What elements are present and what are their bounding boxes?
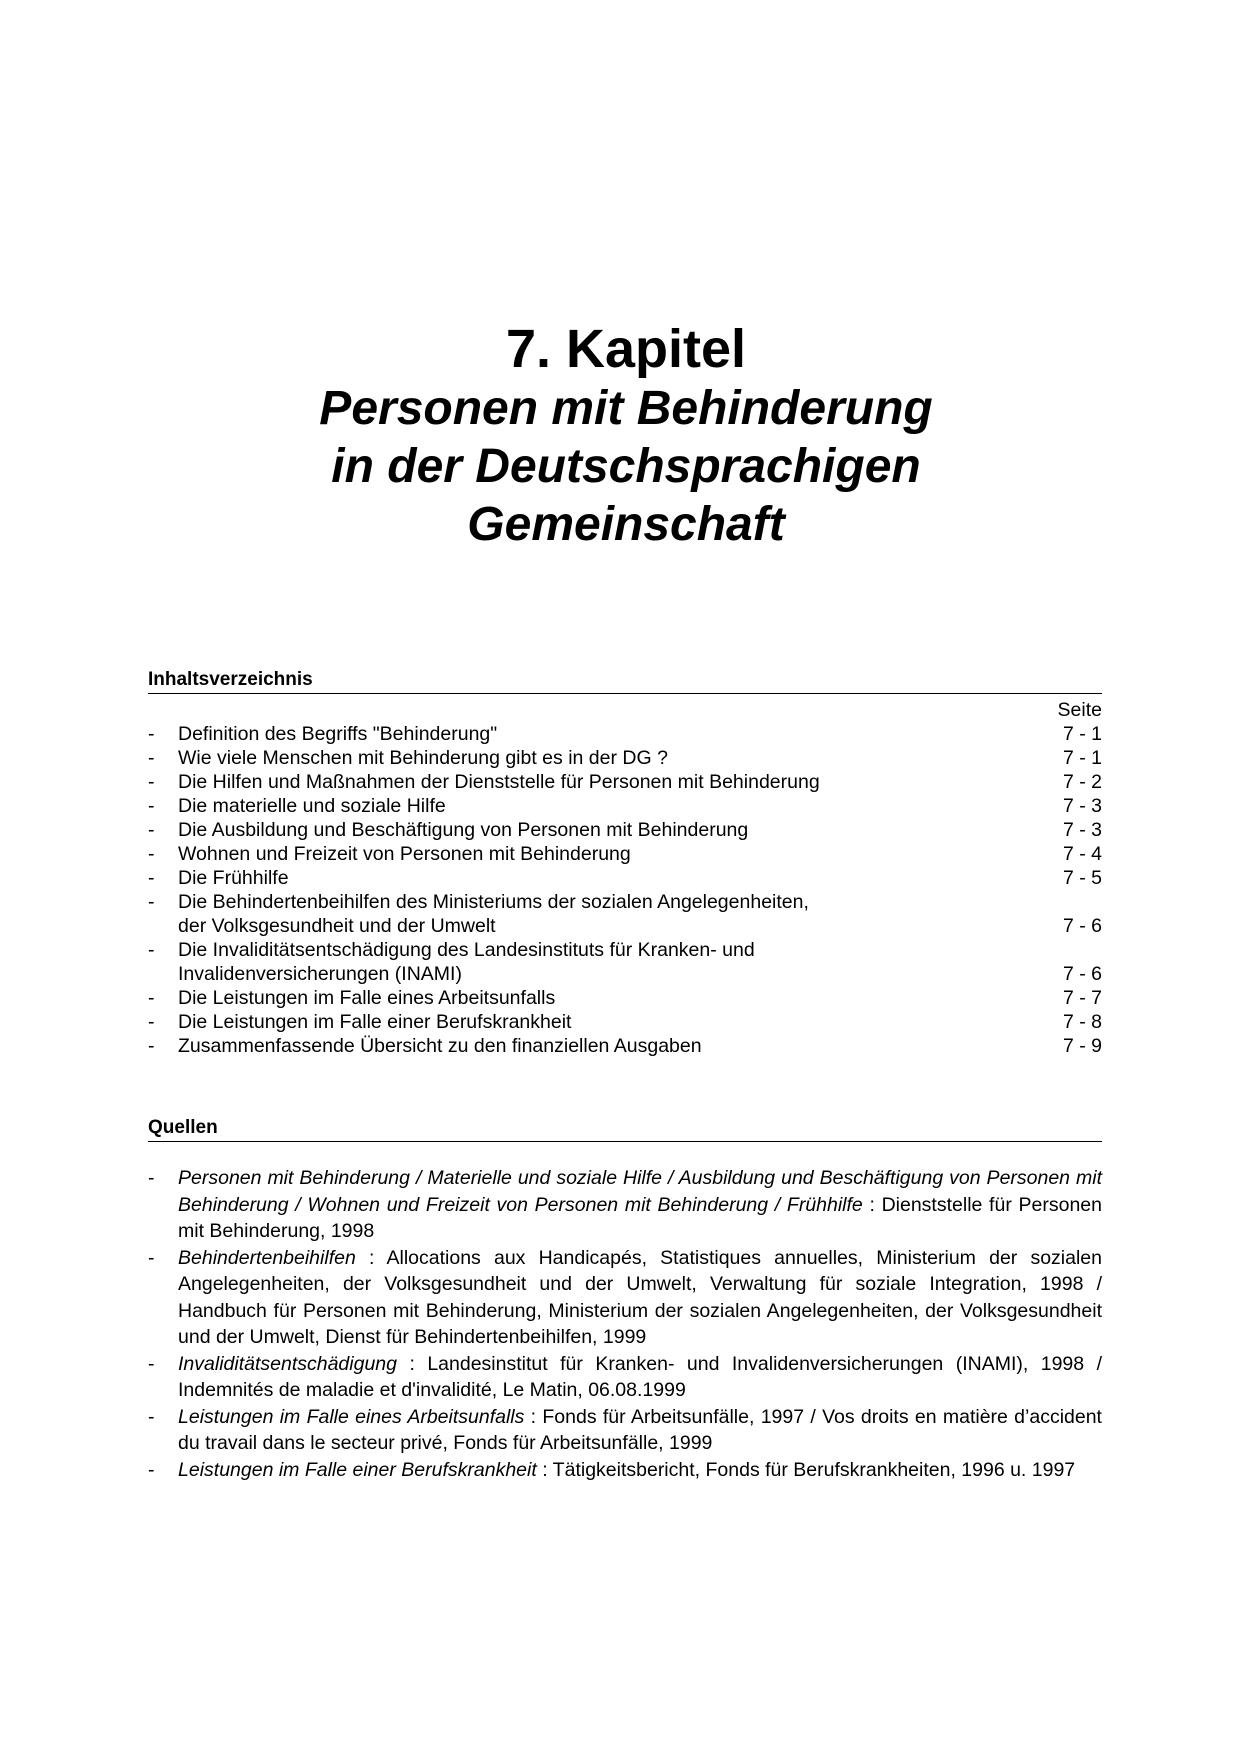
- toc-item: [148, 1010, 1102, 1034]
- toc-item-line: Definition des Begriffs "Behinderung": [178, 723, 498, 745]
- toc-item-text: [178, 1034, 1022, 1058]
- source-details: : Tätigkeitsbericht, Fonds für Berufskrankheiten, 1996 u. 1997: [536, 1458, 1076, 1481]
- toc-item-page: 7 - 7: [1062, 987, 1102, 1009]
- toc-item-text: [178, 866, 1022, 890]
- list-dash: -: [148, 795, 155, 817]
- toc-item-text: [178, 770, 1022, 794]
- source-details: : Landesinstitut für Kranken- und Invalidenversicherungen (INAMI), 1998 / Indemnités de maladie et d'invalidité, Le Matin, 06.08.1999: [178, 1352, 1102, 1401]
- list-dash: -: [148, 1167, 155, 1189]
- source-title: Leistungen im Falle einer Berufskrankheit: [178, 1458, 537, 1481]
- toc-item-line: Zusammenfassende Übersicht zu den finanziellen Ausgaben: [178, 1035, 702, 1057]
- toc-item: [148, 818, 1102, 842]
- list-dash: -: [148, 1011, 155, 1033]
- source-item: [148, 1351, 1102, 1404]
- source-text: [178, 1351, 1102, 1404]
- sources-heading: Quellen: [148, 1117, 1102, 1142]
- toc-item: [148, 890, 1102, 938]
- list-dash: -: [148, 1352, 155, 1375]
- list-dash: -: [148, 939, 155, 961]
- list-dash: -: [148, 723, 155, 745]
- source-details: : Fonds für Arbeitsunfälle, 1997 / Vos droits en matière d’accident du travail dans le secteur privé, Fonds für Arbeitsunfälle, 1999: [178, 1405, 1102, 1454]
- toc-item-line: Die Frühhilfe: [178, 867, 289, 889]
- toc-item-page: 7 - 9: [1062, 1035, 1102, 1057]
- toc-item-text: [178, 890, 1022, 938]
- toc-item-page: 7 - 6: [1062, 915, 1102, 937]
- toc-item-text: [178, 1010, 1022, 1034]
- toc-item: [148, 986, 1102, 1010]
- toc-item-page: 7 - 3: [1062, 819, 1102, 841]
- toc-item-page: 7 - 1: [1062, 747, 1102, 769]
- toc-item: [148, 770, 1102, 794]
- toc-heading: Inhaltsverzeichnis: [148, 669, 1102, 694]
- list-dash: -: [148, 891, 155, 913]
- list-dash: -: [148, 1035, 155, 1057]
- toc-item-line: Die materielle und soziale Hilfe: [178, 795, 446, 817]
- toc-item-text: [178, 986, 1022, 1010]
- toc-item: [148, 794, 1102, 818]
- list-dash: -: [148, 1405, 155, 1428]
- list-dash: -: [148, 771, 155, 793]
- toc-item-page: 7 - 8: [1062, 1011, 1102, 1033]
- toc-item-line: Die Behindertenbeihilfen des Ministeriums der sozialen Angelegenheiten,: [178, 891, 809, 913]
- toc-item: [148, 938, 1102, 986]
- chapter-number: 7. Kapitel: [505, 319, 747, 379]
- toc-item: [148, 842, 1102, 866]
- toc-item-line: Die Invaliditätsentschädigung des Landesinstituts für Kranken- und: [178, 939, 755, 961]
- source-item: [148, 1404, 1102, 1457]
- toc-item-text: [178, 938, 1022, 986]
- toc-item-line: Wohnen und Freizeit von Personen mit Behinderung: [178, 843, 631, 865]
- list-dash: -: [148, 843, 155, 865]
- toc-item: [148, 866, 1102, 890]
- source-details: : Allocations aux Handicapés, Statistiques annuelles, Ministerium der sozialen Angelegenheiten, der Volksgesundheit und der Umwelt, Verwaltung für soziale Integration, 1998 / Handbuch für Personen mit Behinderung, Ministerium der sozialen Angelegenheiten, der Volksgesundheit und der Umwelt, Dienst für Behindertenbeihilfen, 1999: [178, 1246, 1102, 1348]
- toc-item-line: Die Hilfen und Maßnahmen der Dienststelle für Personen mit Behinderung: [178, 771, 820, 793]
- toc-item: [148, 722, 1102, 746]
- source-text: [178, 1245, 1102, 1351]
- list-dash: -: [148, 819, 155, 841]
- chapter-title-line: Gemeinschaft: [467, 498, 785, 551]
- source-item: [148, 1245, 1102, 1351]
- source-title: Leistungen im Falle eines Arbeitsunfalls: [178, 1405, 525, 1428]
- source-item: [148, 1165, 1102, 1245]
- source-text: [178, 1457, 1102, 1484]
- toc-item-page: 7 - 5: [1062, 867, 1102, 889]
- list-dash: -: [148, 867, 155, 889]
- toc-page-label: Seite: [1057, 699, 1102, 721]
- toc-item-page: 7 - 6: [1062, 963, 1102, 985]
- list-dash: -: [148, 1246, 155, 1269]
- source-text: [178, 1165, 1102, 1245]
- sources-list: [148, 1165, 1102, 1483]
- toc-item-line: Invalidenversicherungen (INAMI): [178, 963, 462, 985]
- toc-item-page: 7 - 4: [1062, 843, 1102, 865]
- source-title: Personen mit Behinderung / Materielle und soziale Hilfe / Ausbildung und Beschäftigung von Personen mit Behinderung / Wohnen und Freizeit von Personen mit Behinderung / Frühhilfe: [178, 1167, 1102, 1216]
- source-item: [148, 1457, 1102, 1484]
- toc-item-line: der Volksgesundheit und der Umwelt: [178, 915, 496, 937]
- toc-item-line: Die Leistungen im Falle einer Berufskrankheit: [178, 1011, 572, 1033]
- source-details: : Dienststelle für Personen mit Behinderung, 1998: [178, 1193, 1102, 1242]
- list-dash: -: [148, 1458, 155, 1481]
- table-of-contents: [148, 698, 1102, 1058]
- source-text: [178, 1404, 1102, 1457]
- toc-item-text: [178, 794, 1022, 818]
- source-title: Invaliditätsentschädigung: [178, 1352, 397, 1375]
- source-title: Behindertenbeihilfen: [178, 1246, 356, 1269]
- toc-item-page: 7 - 3: [1062, 795, 1102, 817]
- toc-item-page: 7 - 1: [1062, 723, 1102, 745]
- list-dash: -: [148, 987, 155, 1009]
- toc-list: [148, 722, 1102, 1058]
- toc-item-page: 7 - 2: [1062, 771, 1102, 793]
- toc-item-line: Wie viele Menschen mit Behinderung gibt es in der DG ?: [178, 747, 668, 769]
- toc-item: [148, 746, 1102, 770]
- toc-item-text: [178, 746, 1022, 770]
- toc-item-text: [178, 722, 1022, 746]
- toc-item-text: [178, 842, 1022, 866]
- toc-item: [148, 1034, 1102, 1058]
- chapter-heading: [0, 318, 1240, 554]
- toc-item-text: [178, 818, 1022, 842]
- list-dash: -: [148, 747, 155, 769]
- toc-item-line: Die Leistungen im Falle eines Arbeitsunfalls: [178, 987, 556, 1009]
- chapter-title-line: in der Deutschsprachigen: [331, 440, 921, 493]
- chapter-title-line: Personen mit Behinderung: [319, 382, 933, 435]
- toc-item-line: Die Ausbildung und Beschäftigung von Personen mit Behinderung: [178, 819, 749, 841]
